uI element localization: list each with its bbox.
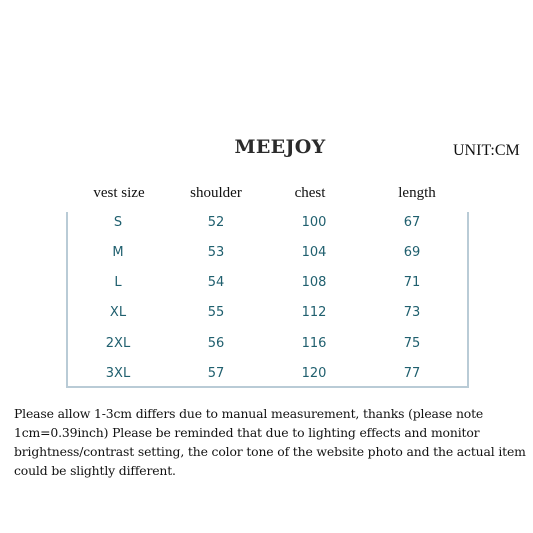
table-row [0,336,533,360]
cell-shoulder: 54 [207,275,225,290]
cell-length: 69 [403,245,421,260]
cell-shoulder: 57 [207,366,225,381]
cell-size: L [114,275,122,290]
cell-size: M [112,245,124,260]
cell-chest: 108 [301,275,327,290]
cell-shoulder: 55 [207,305,225,320]
cell-chest: 100 [301,215,327,230]
header-chest: chest [294,185,326,201]
cell-length: 71 [403,275,421,290]
table-row [0,215,533,239]
table-row [0,245,533,269]
cell-length: 75 [403,336,421,351]
header-length: length [398,185,436,201]
cell-size: S [113,215,123,230]
measurement-disclaimer: Please allow 1-3cm differs due to manual measurement, thanks (please note 1cm=0.39inch) Please be reminded that due to lighting effects and monitor brightness/contrast setting, the color tone of the website photo and the actual item could be slightly different. [14,406,526,478]
cell-shoulder: 56 [207,336,225,351]
cell-shoulder: 52 [207,215,225,230]
cell-chest: 120 [301,366,327,381]
cell-length: 73 [403,305,421,320]
header-vest-size: vest size [93,185,145,201]
cell-size: 3XL [105,366,131,381]
header-shoulder: shoulder [190,185,242,201]
cell-chest: 112 [301,305,327,320]
size-table-header [0,185,533,209]
table-row [0,366,533,390]
table-row [0,275,533,299]
table-row [0,305,533,329]
brand-title: MEEJOY [234,136,326,158]
cell-length: 67 [403,215,421,230]
cell-length: 77 [403,366,421,381]
cell-chest: 104 [301,245,327,260]
cell-shoulder: 53 [207,245,225,260]
cell-chest: 116 [301,336,327,351]
cell-size: 2XL [105,336,131,351]
unit-label: UNIT:CM [453,142,520,159]
cell-size: XL [109,305,127,320]
